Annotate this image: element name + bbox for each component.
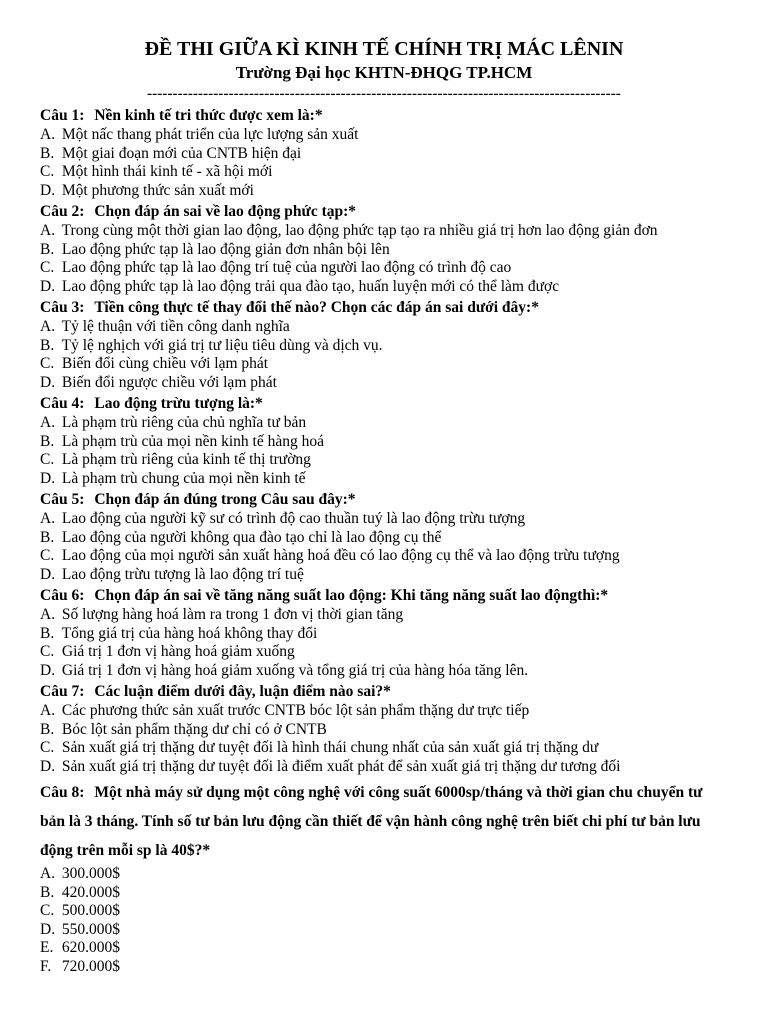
option-letter: F. xyxy=(40,957,52,975)
option-text: Sản xuất giá trị thặng dư tuyệt đối là hình thái chung nhất của sản xuất giá trị thặng dư xyxy=(61,739,599,756)
question-block xyxy=(40,394,728,488)
answer-option xyxy=(40,451,728,470)
question-number: Câu 4: xyxy=(40,395,85,412)
option-text: Bóc lột sản phẩm thặng dư chỉ có ở CNTB xyxy=(61,720,327,738)
question-heading xyxy=(40,778,728,865)
option-letter: B. xyxy=(40,624,55,642)
answer-option xyxy=(40,470,728,489)
answer-option xyxy=(40,337,728,356)
question-number: Câu 8: xyxy=(40,784,85,801)
option-letter: A. xyxy=(40,510,56,527)
question-text: Tiền công thực tế thay đổi thế nào? Chọn các đáp án sai dưới đây:* xyxy=(94,299,539,316)
option-letter: C. xyxy=(40,163,55,180)
option-text: 550.000$ xyxy=(61,920,120,938)
question-block xyxy=(40,298,728,392)
answer-option xyxy=(40,662,728,681)
answer-options xyxy=(40,606,728,680)
answer-option xyxy=(40,182,728,201)
option-text: Là phạm trù chung của mọi nền kinh tế xyxy=(61,469,306,487)
question-number: Câu 5: xyxy=(40,491,85,508)
question-heading xyxy=(40,682,728,702)
option-letter: D. xyxy=(40,565,56,583)
option-letter: D. xyxy=(40,373,56,391)
question-number: Câu 3: xyxy=(40,299,85,316)
question-number: Câu 1: xyxy=(40,107,85,124)
option-text: Trong cùng một thời gian lao động, lao động phức tạp tạo ra nhiều giá trị hơn lao động giản đơn xyxy=(61,222,658,239)
question-block xyxy=(40,586,728,680)
question-text: Một nhà máy sử dụng một công nghệ với công suất 6000sp/tháng và thời gian chu chuyển tư bản là 3 tháng. Tính số tư bản lưu động cần thiết để vận hành công nghệ trên biết chi phí tư bản lưu động trên mỗi sp là 40$?* xyxy=(40,784,703,859)
question-heading xyxy=(40,586,728,606)
question-text: Chọn đáp án đúng trong Câu sau đây:* xyxy=(94,491,356,508)
answer-option xyxy=(40,126,728,145)
option-text: Các phương thức sản xuất trước CNTB bóc lột sản phẩm thặng dư trực tiếp xyxy=(61,702,530,719)
option-text: 420.000$ xyxy=(61,883,120,901)
option-letter: B. xyxy=(40,883,55,901)
question-block xyxy=(40,778,728,976)
option-letter: D. xyxy=(40,181,56,199)
question-number: Câu 2: xyxy=(40,203,85,220)
answer-option xyxy=(40,222,728,241)
answer-option xyxy=(40,758,728,777)
option-text: Giá trị 1 đơn vị hàng hoá giảm xuống xyxy=(61,643,295,660)
answer-options xyxy=(40,510,728,584)
answer-options xyxy=(40,414,728,488)
option-letter: B. xyxy=(40,432,55,450)
option-letter: C. xyxy=(40,902,55,919)
option-text: Lao động phức tạp là lao động trải qua đào tạo, huấn luyện mới có thể làm được xyxy=(61,277,560,295)
option-letter: C. xyxy=(40,739,55,756)
answer-option xyxy=(40,958,728,977)
option-letter: A. xyxy=(40,865,56,882)
question-text: Nền kinh tế tri thức được xem là:* xyxy=(94,107,323,124)
option-text: Là phạm trù riêng của chủ nghĩa tư bản xyxy=(61,414,307,431)
option-text: Lao động trừu tượng là lao động trí tuệ xyxy=(61,565,304,583)
option-letter: A. xyxy=(40,126,56,143)
answer-option xyxy=(40,625,728,644)
option-text: 500.000$ xyxy=(61,902,120,919)
option-letter: A. xyxy=(40,414,56,431)
option-text: Biến đổi ngược chiều với lạm phát xyxy=(61,373,277,391)
option-text: 720.000$ xyxy=(61,957,120,975)
answer-option xyxy=(40,529,728,548)
answer-option xyxy=(40,433,728,452)
question-text: Các luận điểm dưới đây, luận điểm nào sai?* xyxy=(94,683,391,700)
option-text: Là phạm trù riêng của kinh tế thị trường xyxy=(61,451,311,468)
option-text: Lao động phức tạp là lao động giản đơn nhân bội lên xyxy=(61,240,390,258)
question-block xyxy=(40,682,728,776)
option-text: Lao động của mọi người sản xuất hàng hoá đều có lao động cụ thể và lao động trừu tượng xyxy=(61,547,620,564)
question-heading xyxy=(40,298,728,318)
option-letter: B. xyxy=(40,528,55,546)
answer-option xyxy=(40,702,728,721)
answer-options xyxy=(40,222,728,296)
option-letter: B. xyxy=(40,720,55,738)
answer-option xyxy=(40,355,728,374)
option-letter: D. xyxy=(40,469,56,487)
answer-options xyxy=(40,318,728,392)
option-letter: A. xyxy=(40,318,56,335)
answer-option xyxy=(40,566,728,585)
option-letter: B. xyxy=(40,336,55,354)
question-text: Lao động trừu tượng là:* xyxy=(94,395,263,412)
option-text: Lao động của người kỹ sư có trình độ cao thuần tuý là lao động trừu tượng xyxy=(61,510,526,527)
option-letter: C. xyxy=(40,451,55,468)
option-letter: B. xyxy=(40,144,55,162)
option-text: 620.000$ xyxy=(61,939,120,956)
option-text: Một phương thức sản xuất mới xyxy=(61,181,254,199)
option-text: Tổng giá trị của hàng hoá không thay đổi xyxy=(61,624,318,642)
answer-option xyxy=(40,921,728,940)
answer-option xyxy=(40,278,728,297)
option-letter: D. xyxy=(40,920,56,938)
option-text: Giá trị 1 đơn vị hàng hoá giảm xuống và tổng giá trị của hàng hóa tăng lên. xyxy=(61,661,529,679)
option-letter: A. xyxy=(40,702,56,719)
option-letter: E. xyxy=(40,939,54,956)
option-text: Một giai đoạn mới của CNTB hiện đại xyxy=(61,144,302,162)
page-subtitle: Trường Đại học KHTN-ĐHQG TP.HCM xyxy=(235,63,533,82)
option-letter: C. xyxy=(40,259,55,276)
question-list xyxy=(40,106,728,976)
option-text: Là phạm trù của mọi nền kinh tế hàng hoá xyxy=(61,432,325,450)
answer-option xyxy=(40,414,728,433)
option-text: Biến đổi cùng chiều với lạm phát xyxy=(61,355,269,372)
answer-option xyxy=(40,318,728,337)
question-number: Câu 6: xyxy=(40,587,85,604)
option-letter: B. xyxy=(40,240,55,258)
question-number: Câu 7: xyxy=(40,683,85,700)
option-letter: C. xyxy=(40,355,55,372)
answer-option xyxy=(40,510,728,529)
answer-options xyxy=(40,126,728,200)
answer-option xyxy=(40,259,728,278)
answer-option xyxy=(40,606,728,625)
page-title: ĐỀ THI GIỮA KÌ KINH TẾ CHÍNH TRỊ MÁC LÊNIN xyxy=(144,38,624,60)
answer-option xyxy=(40,374,728,393)
option-text: Tỷ lệ thuận với tiền công danh nghĩa xyxy=(61,318,290,335)
option-text: Một nấc thang phát triển của lực lượng sản xuất xyxy=(61,126,359,143)
answer-option xyxy=(40,241,728,260)
option-text: Lao động của người không qua đào tạo chỉ là lao động cụ thể xyxy=(61,528,442,546)
option-text: 300.000$ xyxy=(61,865,120,882)
answer-option xyxy=(40,163,728,182)
question-block xyxy=(40,202,728,296)
question-block xyxy=(40,490,728,584)
answer-option xyxy=(40,902,728,921)
answer-options xyxy=(40,865,728,976)
answer-option xyxy=(40,939,728,958)
question-text: Chọn đáp án sai về lao động phức tạp:* xyxy=(94,203,357,220)
question-heading xyxy=(40,202,728,222)
option-letter: C. xyxy=(40,643,55,660)
answer-option xyxy=(40,884,728,903)
option-letter: C. xyxy=(40,547,55,564)
option-text: Sản xuất giá trị thặng dư tuyệt đối là điểm xuất phát để sản xuất giá trị thặng dư tương đối xyxy=(61,757,621,775)
option-letter: D. xyxy=(40,757,56,775)
divider-line: --------------------------------------------------------------------------------------------- xyxy=(147,86,621,102)
answer-option xyxy=(40,145,728,164)
option-text: Tỷ lệ nghịch với giá trị tư liệu tiêu dùng và dịch vụ. xyxy=(61,336,383,354)
option-letter: A. xyxy=(40,606,56,623)
answer-options xyxy=(40,702,728,776)
question-text: Chọn đáp án sai về tăng năng suất lao động: Khi tăng năng suất lao độngthì:* xyxy=(94,587,609,604)
option-text: Một hình thái kinh tế - xã hội mới xyxy=(61,163,273,180)
option-letter: D. xyxy=(40,661,56,679)
question-heading xyxy=(40,106,728,126)
option-text: Lao động phức tạp là lao động trí tuệ của người lao động có trình độ cao xyxy=(61,259,512,276)
question-heading xyxy=(40,394,728,414)
option-letter: A. xyxy=(40,222,56,239)
answer-option xyxy=(40,739,728,758)
option-letter: D. xyxy=(40,277,56,295)
answer-option xyxy=(40,865,728,884)
question-heading xyxy=(40,490,728,510)
answer-option xyxy=(40,643,728,662)
question-block xyxy=(40,106,728,200)
option-text: Số lượng hàng hoá làm ra trong 1 đơn vị thời gian tăng xyxy=(61,606,404,623)
answer-option xyxy=(40,547,728,566)
answer-option xyxy=(40,721,728,740)
